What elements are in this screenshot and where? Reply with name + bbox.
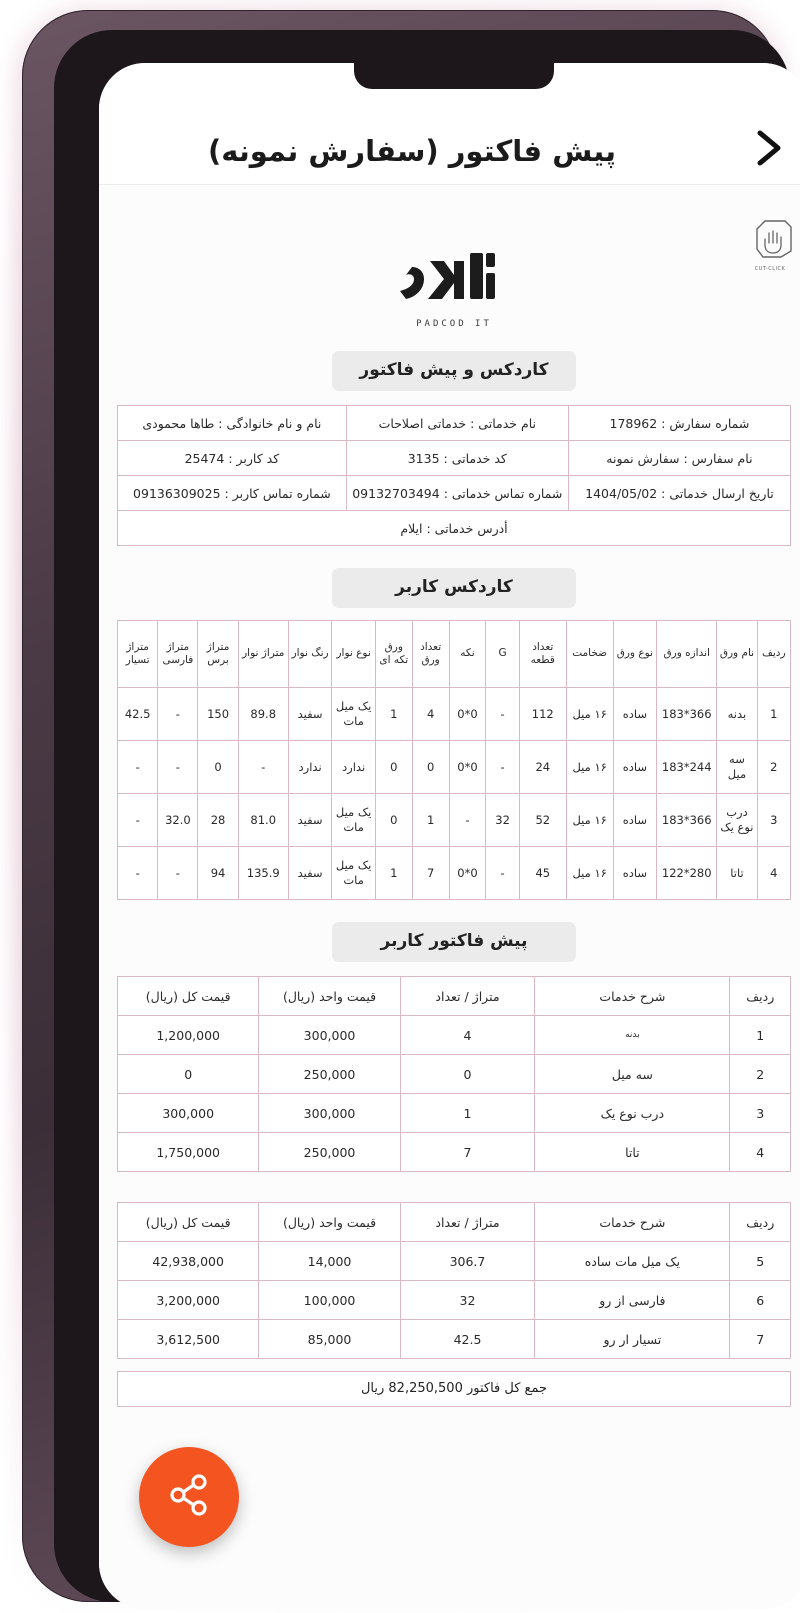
cardex-cell: ۱۶ میل — [566, 741, 613, 794]
page-title: پیش فاکتور (سفارش نمونه) — [208, 134, 616, 168]
brand-logo-icon — [394, 247, 514, 313]
invoice-cell: 7 — [730, 1320, 791, 1359]
cardex-cell: 280*122 — [657, 847, 717, 900]
cut-click-icon — [745, 217, 795, 273]
cardex-cell: 4 — [412, 688, 449, 741]
cardex-cell: 0 — [375, 794, 412, 847]
table-row — [118, 1094, 791, 1133]
table-header-row — [118, 621, 791, 688]
invoice-header: شرح خدمات — [535, 977, 730, 1016]
invoice-cell: یک میل مات ساده — [535, 1242, 730, 1281]
cardex-cell: ساده — [613, 847, 657, 900]
cardex-header: نام ورق — [717, 621, 757, 688]
cardex-header: نکه — [449, 621, 486, 688]
cardex-header: ورق تکه ای — [375, 621, 412, 688]
invoice-cell: 1,200,000 — [118, 1016, 259, 1055]
cardex-cell: 135.9 — [238, 847, 288, 900]
invoice-cell: 250,000 — [259, 1055, 400, 1094]
cardex-cell: 2 — [757, 741, 790, 794]
cardex-cell: یک میل مات — [332, 847, 376, 900]
cardex-cell: 3 — [757, 794, 790, 847]
cardex-header: نوع ورق — [613, 621, 657, 688]
cardex-cell: - — [158, 688, 198, 741]
cardex-cell: 45 — [519, 847, 566, 900]
cardex-cell: 89.8 — [238, 688, 288, 741]
invoice-cell: 1 — [730, 1016, 791, 1055]
cardex-cell: ساده — [613, 794, 657, 847]
cardex-cell: ندارد — [288, 741, 332, 794]
cardex-header: اندازه ورق — [657, 621, 717, 688]
info-cell: شماره تماس کاربر : 09136309025 — [118, 476, 347, 511]
invoice-cell: 1,750,000 — [118, 1133, 259, 1172]
cardex-cell: 0*0 — [449, 741, 486, 794]
info-cell: شماره تماس خدماتی : 09132703494 — [346, 476, 568, 511]
cardex-cell: 0 — [412, 741, 449, 794]
invoice-cell: 3 — [730, 1094, 791, 1133]
cardex-header: ضخامت — [566, 621, 613, 688]
cardex-cell: - — [238, 741, 288, 794]
table-row — [118, 1281, 791, 1320]
cardex-cell: سفید — [288, 794, 332, 847]
table-row — [118, 441, 791, 476]
invoice-cell: 2 — [730, 1055, 791, 1094]
cardex-header: رنگ نوار — [288, 621, 332, 688]
invoice-total: جمع کل فاکتور 82,250,500 ریال — [117, 1371, 791, 1407]
invoice-cell: 42,938,000 — [118, 1242, 259, 1281]
cardex-cell: 0 — [198, 741, 238, 794]
cardex-cell: سفید — [288, 847, 332, 900]
cardex-cell: ۱۶ میل — [566, 688, 613, 741]
cardex-header: نوع نوار — [332, 621, 376, 688]
invoice-cell: تاتا — [535, 1133, 730, 1172]
cardex-cell: 0 — [375, 741, 412, 794]
cardex-header: تعداد ورق — [412, 621, 449, 688]
invoice-table-primary — [117, 976, 791, 1172]
cardex-header: متراژ برس — [198, 621, 238, 688]
cut-click-label: CUT-CLICK — [754, 266, 786, 272]
cardex-table — [117, 620, 791, 900]
cardex-cell: - — [118, 847, 158, 900]
table-header-row — [118, 1203, 791, 1242]
table-row — [118, 688, 791, 741]
cardex-cell: 24 — [519, 741, 566, 794]
invoice-header: متراژ / تعداد — [400, 1203, 535, 1242]
invoice-cell: تسیار ار رو — [535, 1320, 730, 1359]
section-title-invoice: پیش فاکتور کاربر — [332, 922, 576, 962]
invoice-cell: 300,000 — [259, 1094, 400, 1133]
invoice-cell: بدنه — [535, 1016, 730, 1055]
invoice-header: قیمت کل (ریال) — [118, 1203, 259, 1242]
invoice-header: شرح خدمات — [535, 1203, 730, 1242]
info-cell: نام سفارس : سفارش نمونه — [568, 441, 790, 476]
cardex-cell: 52 — [519, 794, 566, 847]
invoice-cell: 14,000 — [259, 1242, 400, 1281]
invoice-cell: 32 — [400, 1281, 535, 1320]
cardex-header: متراژ نوار — [238, 621, 288, 688]
table-row — [118, 1133, 791, 1172]
cardex-cell: 32.0 — [158, 794, 198, 847]
info-cell: کد کاربر : 25474 — [118, 441, 347, 476]
invoice-cell: 5 — [730, 1242, 791, 1281]
cardex-cell: 42.5 — [118, 688, 158, 741]
cardex-header: تعداد قطعه — [519, 621, 566, 688]
invoice-header: ردیف — [730, 1203, 791, 1242]
cardex-cell: - — [158, 847, 198, 900]
cardex-cell: ساده — [613, 741, 657, 794]
cardex-cell: - — [449, 794, 486, 847]
invoice-cell: 1 — [400, 1094, 535, 1133]
cardex-cell: ۱۶ میل — [566, 847, 613, 900]
cardex-cell: 1 — [757, 688, 790, 741]
table-header-row — [118, 977, 791, 1016]
cardex-cell: 150 — [198, 688, 238, 741]
invoice-cell: 0 — [118, 1055, 259, 1094]
invoice-cell: 100,000 — [259, 1281, 400, 1320]
table-row — [118, 1016, 791, 1055]
cardex-header: G — [486, 621, 519, 688]
cardex-cell: - — [118, 794, 158, 847]
table-row — [118, 511, 791, 546]
cardex-cell: ساده — [613, 688, 657, 741]
share-button[interactable] — [139, 1447, 239, 1547]
table-row — [118, 741, 791, 794]
cardex-cell: 81.0 — [238, 794, 288, 847]
invoice-cell: 306.7 — [400, 1242, 535, 1281]
invoice-cell: 6 — [730, 1281, 791, 1320]
cardex-cell: 1 — [375, 847, 412, 900]
table-row — [118, 847, 791, 900]
invoice-header: قیمت کل (ریال) — [118, 977, 259, 1016]
info-address-cell: أدرس خدماتی : ایلام — [118, 511, 791, 546]
phone-screen — [99, 63, 800, 1609]
chevron-left-icon[interactable] — [747, 126, 791, 170]
cardex-cell: - — [118, 741, 158, 794]
cardex-cell: ۱۶ میل — [566, 794, 613, 847]
invoice-cell: 3,612,500 — [118, 1320, 259, 1359]
cardex-cell: 112 — [519, 688, 566, 741]
cardex-cell: - — [486, 688, 519, 741]
cardex-cell: یک میل مات — [332, 688, 376, 741]
table-row — [118, 1320, 791, 1359]
invoice-header: قیمت واحد (ریال) — [259, 1203, 400, 1242]
table-row — [118, 1055, 791, 1094]
cardex-cell: 32 — [486, 794, 519, 847]
invoice-cell: سه میل — [535, 1055, 730, 1094]
cardex-cell: یک میل مات — [332, 794, 376, 847]
section-title-cardex: کاردکس کاربر — [332, 568, 576, 608]
cardex-cell: 366*183 — [657, 794, 717, 847]
cardex-header: متراژ فارسی — [158, 621, 198, 688]
cardex-cell: - — [158, 741, 198, 794]
phone-bezel — [54, 30, 790, 1602]
cardex-cell: 0*0 — [449, 688, 486, 741]
cardex-cell: تاتا — [717, 847, 757, 900]
cardex-cell: 1 — [412, 794, 449, 847]
cardex-cell: 0*0 — [449, 847, 486, 900]
cardex-cell: 244*183 — [657, 741, 717, 794]
invoice-header: متراژ / تعداد — [400, 977, 535, 1016]
cardex-cell: 94 — [198, 847, 238, 900]
cardex-header: متراژ تسیار — [118, 621, 158, 688]
table-row — [118, 476, 791, 511]
table-row — [118, 1242, 791, 1281]
cardex-cell: ندارد — [332, 741, 376, 794]
info-cell: نام خدماتی : خدماتی اصلاحات — [346, 406, 568, 441]
cardex-cell: 366*183 — [657, 688, 717, 741]
info-cell: شماره سفارش : 178962 — [568, 406, 790, 441]
cardex-cell: 28 — [198, 794, 238, 847]
invoice-header: قیمت واحد (ریال) — [259, 977, 400, 1016]
invoice-cell: 3,200,000 — [118, 1281, 259, 1320]
invoice-cell: 7 — [400, 1133, 535, 1172]
cardex-cell: بدنه — [717, 688, 757, 741]
info-cell: کد خدماتی : 3135 — [346, 441, 568, 476]
table-row — [118, 406, 791, 441]
invoice-table-secondary — [117, 1202, 791, 1359]
phone-frame — [22, 10, 786, 1602]
invoice-header: ردیف — [730, 977, 791, 1016]
invoice-cell: 42.5 — [400, 1320, 535, 1359]
share-icon — [166, 1472, 212, 1522]
invoice-cell: درب نوع یک — [535, 1094, 730, 1133]
cardex-cell: 1 — [375, 688, 412, 741]
cardex-cell: - — [486, 847, 519, 900]
table-row — [118, 794, 791, 847]
invoice-cell: فارسی از رو — [535, 1281, 730, 1320]
order-info-table — [117, 405, 791, 546]
info-cell: تاریخ ارسال خدماتی : 1404/05/02 — [568, 476, 790, 511]
phone-notch — [354, 63, 554, 89]
invoice-cell: 4 — [400, 1016, 535, 1055]
invoice-document — [99, 185, 800, 1609]
invoice-cell: 4 — [730, 1133, 791, 1172]
cardex-header: ردیف — [757, 621, 790, 688]
brand-block — [107, 247, 800, 329]
invoice-cell: 85,000 — [259, 1320, 400, 1359]
info-cell: نام و نام خانوادگی : طاها محمودی — [118, 406, 347, 441]
cardex-cell: سفید — [288, 688, 332, 741]
cardex-cell: درب نوع یک — [717, 794, 757, 847]
invoice-cell: 0 — [400, 1055, 535, 1094]
invoice-cell: 300,000 — [118, 1094, 259, 1133]
invoice-cell: 300,000 — [259, 1016, 400, 1055]
section-title-invoice-header: کاردکس و پیش فاکتور — [332, 351, 576, 391]
brand-subtitle: PADCOD IT — [416, 319, 492, 329]
invoice-cell: 250,000 — [259, 1133, 400, 1172]
cardex-cell: 7 — [412, 847, 449, 900]
cardex-cell: 4 — [757, 847, 790, 900]
cardex-cell: سه میل — [717, 741, 757, 794]
cardex-cell: - — [486, 741, 519, 794]
